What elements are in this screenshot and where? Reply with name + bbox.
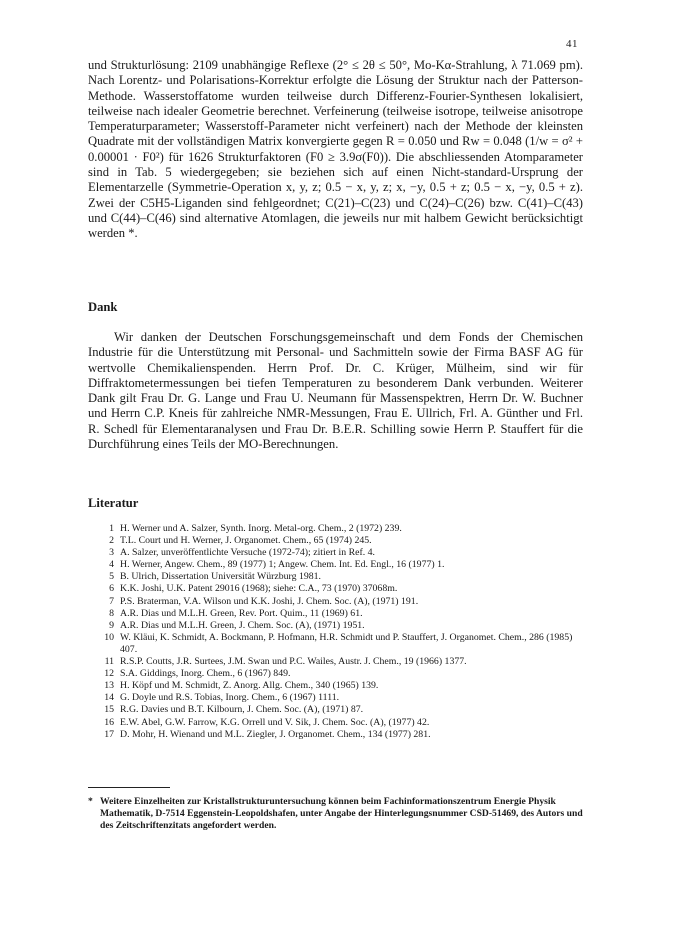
reference-text: A. Salzer, unveröffentlichte Versuche (1972-74); zitiert in Ref. 4. xyxy=(120,547,375,559)
footnote-divider xyxy=(88,787,170,788)
reference-text: T.L. Court und H. Werner, J. Organomet. Chem., 65 (1974) 245. xyxy=(120,535,372,547)
reference-item xyxy=(100,535,582,547)
reference-item xyxy=(100,704,582,716)
reference-item xyxy=(100,608,582,620)
reference-text: S.A. Giddings, Inorg. Chem., 6 (1967) 849. xyxy=(120,668,291,680)
reference-text: R.G. Davies und B.T. Kilbourn, J. Chem. Soc. (A), (1971) 87. xyxy=(120,704,364,716)
footnote-marker: * xyxy=(88,796,93,807)
reference-number: 2 xyxy=(109,535,114,547)
reference-number: 14 xyxy=(104,692,114,704)
reference-text: W. Kläui, K. Schmidt, A. Bockmann, P. Hofmann, H.R. Schmidt und P. Stauffert, J. Organomet. Chem., 286 (1985) 407. xyxy=(120,631,573,655)
reference-number: 1 xyxy=(109,523,114,534)
footnote-text: Weitere Einzelheiten zur Kristallstrukturuntersuchung können beim Fachinformationszentrum Energie Physik Mathematik, D-7514 Eggenstein-Leopoldshafen, unter Angabe der Hinterlegungsnummer CSD-51469, des Autors und des Zeitschriftenzitats angefordert werden. xyxy=(100,796,583,832)
structure-paragraph: und Strukturlösung: 2109 unabhängige Reflexe (2° ≤ 2θ ≤ 50°, Mo-Kα-Strahlung, λ 71.069 pm). Nach Lorentz- und Polarisations-Korrektur erfolgte die Lösung der Struktur nach der Patterson-Methode. Wasserstoffatome wurden teilweise durch Differenz-Fourier-Synthesen lokalisiert, teilweise nach idealer Geometrie berechnet. Verfeinerung (teilweise isotrope, teilweise anisotrope Temperaturparameter; Wasserstoff-Parameter nicht verfeinert) nach der Methode der kleinsten Quadrate mit der vollständigen Matrix konvergierte gegen R = 0.050 und Rw = 0.048 (1/w = σ² + 0.00001 · F0²) für 1626 Strukturfaktoren (F0 ≥ 3.9σ(F0)). Die abschliessenden Atomparameter sind in Tab. 5 wiedergegeben; sie beziehen sich auf einen Nicht-standard-Ursprung der Elementarzelle (Symmetrie-Operation x, y, z; 0.5 − x, y, z; x, −y, 0.5 + z; 0.5 − x, −y, 0.5 + z). Zwei der C5H5-Liganden sind fehlgeordnet; C(21)–C(23) und C(24)–C(26) bzw. C(41)–C(43) und C(44)–C(46) sind alternative Atomlagen, die jeweils nur mit halbem Gewicht berücksichtigt werden *. xyxy=(88,58,583,241)
reference-list xyxy=(100,523,582,741)
reference-text: P.S. Braterman, V.A. Wilson und K.K. Joshi, J. Chem. Soc. (A), (1971) 191. xyxy=(120,595,419,607)
reference-item xyxy=(100,668,582,680)
reference-text: B. Ulrich, Dissertation Universität Würzburg 1981. xyxy=(120,571,321,583)
reference-number: 8 xyxy=(109,607,114,619)
reference-number: 9 xyxy=(109,619,114,631)
footnote xyxy=(88,796,583,833)
reference-item xyxy=(100,680,582,692)
reference-number: 17 xyxy=(104,728,114,740)
reference-number: 13 xyxy=(104,680,114,692)
references-heading: Literatur xyxy=(88,496,139,510)
reference-number: 16 xyxy=(104,716,114,728)
structure-paragraph-block xyxy=(88,58,583,242)
reference-item xyxy=(100,729,582,741)
reference-text: E.W. Abel, G.W. Farrow, K.G. Orrell und V. Sik, J. Chem. Soc. (A), (1977) 42. xyxy=(120,716,430,728)
acknowledgement-paragraph: Wir danken der Deutschen Forschungsgemeinschaft und dem Fonds der Chemischen Industrie für die Unterstützung mit Personal- und Sachmitteln sowie der Firma BASF AG für wertvolle Chemikalienspenden. Herrn Prof. Dr. C. Krüger, Mülheim, sind wir für Diffraktometermessungen bei tiefen Temperaturen zu besonderem Dank verbunden. Weiterer Dank gilt Frau Dr. G. Lange und Frau U. Neumann für Massenspektren, Herrn Dr. W. Buchner und Herrn C.P. Kneis für zahlreiche NMR-Messungen, Frau E. Ullrich, Frl. A. Günther und Frl. R. Schedl für Elementaranalysen und Frau Dr. B.E.R. Schilling sowie Herrn P. Stauffert für die Durchführung eines Teils der MO-Berechnungen. xyxy=(88,330,583,452)
reference-item xyxy=(100,547,582,559)
reference-item xyxy=(100,583,582,595)
reference-text: A.R. Dias und M.L.H. Green, Rev. Port. Quim., 11 (1969) 61. xyxy=(120,607,363,619)
reference-item xyxy=(100,571,582,583)
reference-number: 15 xyxy=(104,704,114,716)
reference-number: 3 xyxy=(109,547,114,559)
reference-item xyxy=(100,717,582,729)
reference-item xyxy=(100,632,582,656)
acknowledgement-block xyxy=(88,330,583,452)
reference-text: D. Mohr, H. Wienand und M.L. Ziegler, J. Organomet. Chem., 134 (1977) 281. xyxy=(120,728,431,740)
reference-item xyxy=(100,596,582,608)
reference-item xyxy=(100,523,582,535)
reference-text: R.S.P. Coutts, J.R. Surtees, J.M. Swan und P.C. Wailes, Austr. J. Chem., 19 (1966) 1377. xyxy=(120,656,467,668)
reference-number: 5 xyxy=(109,571,114,583)
reference-text: H. Werner, Angew. Chem., 89 (1977) 1; Angew. Chem. Int. Ed. Engl., 16 (1977) 1. xyxy=(120,559,445,571)
page-number: 41 xyxy=(566,38,578,50)
reference-text: K.K. Joshi, U.K. Patent 29016 (1968); siehe: C.A., 73 (1970) 37068m. xyxy=(120,583,398,595)
reference-item xyxy=(100,620,582,632)
reference-text: H. Köpf und M. Schmidt, Z. Anorg. Allg. Chem., 340 (1965) 139. xyxy=(120,680,379,692)
reference-text: G. Doyle und R.S. Tobias, Inorg. Chem., 6 (1967) 1111. xyxy=(120,692,340,704)
reference-item xyxy=(100,559,582,571)
reference-item xyxy=(100,656,582,668)
reference-number: 6 xyxy=(109,583,114,595)
reference-number: 4 xyxy=(109,559,114,571)
reference-text: A.R. Dias und M.L.H. Green, J. Chem. Soc. (A), (1971) 1951. xyxy=(120,619,365,631)
reference-item xyxy=(100,692,582,704)
reference-number: 10 xyxy=(104,631,114,643)
reference-number: 11 xyxy=(104,656,114,668)
acknowledgement-heading: Dank xyxy=(88,300,118,314)
reference-number: 7 xyxy=(109,595,114,607)
reference-number: 12 xyxy=(104,668,114,680)
reference-text: H. Werner und A. Salzer, Synth. Inorg. Metal-org. Chem., 2 (1972) 239. xyxy=(120,523,402,534)
